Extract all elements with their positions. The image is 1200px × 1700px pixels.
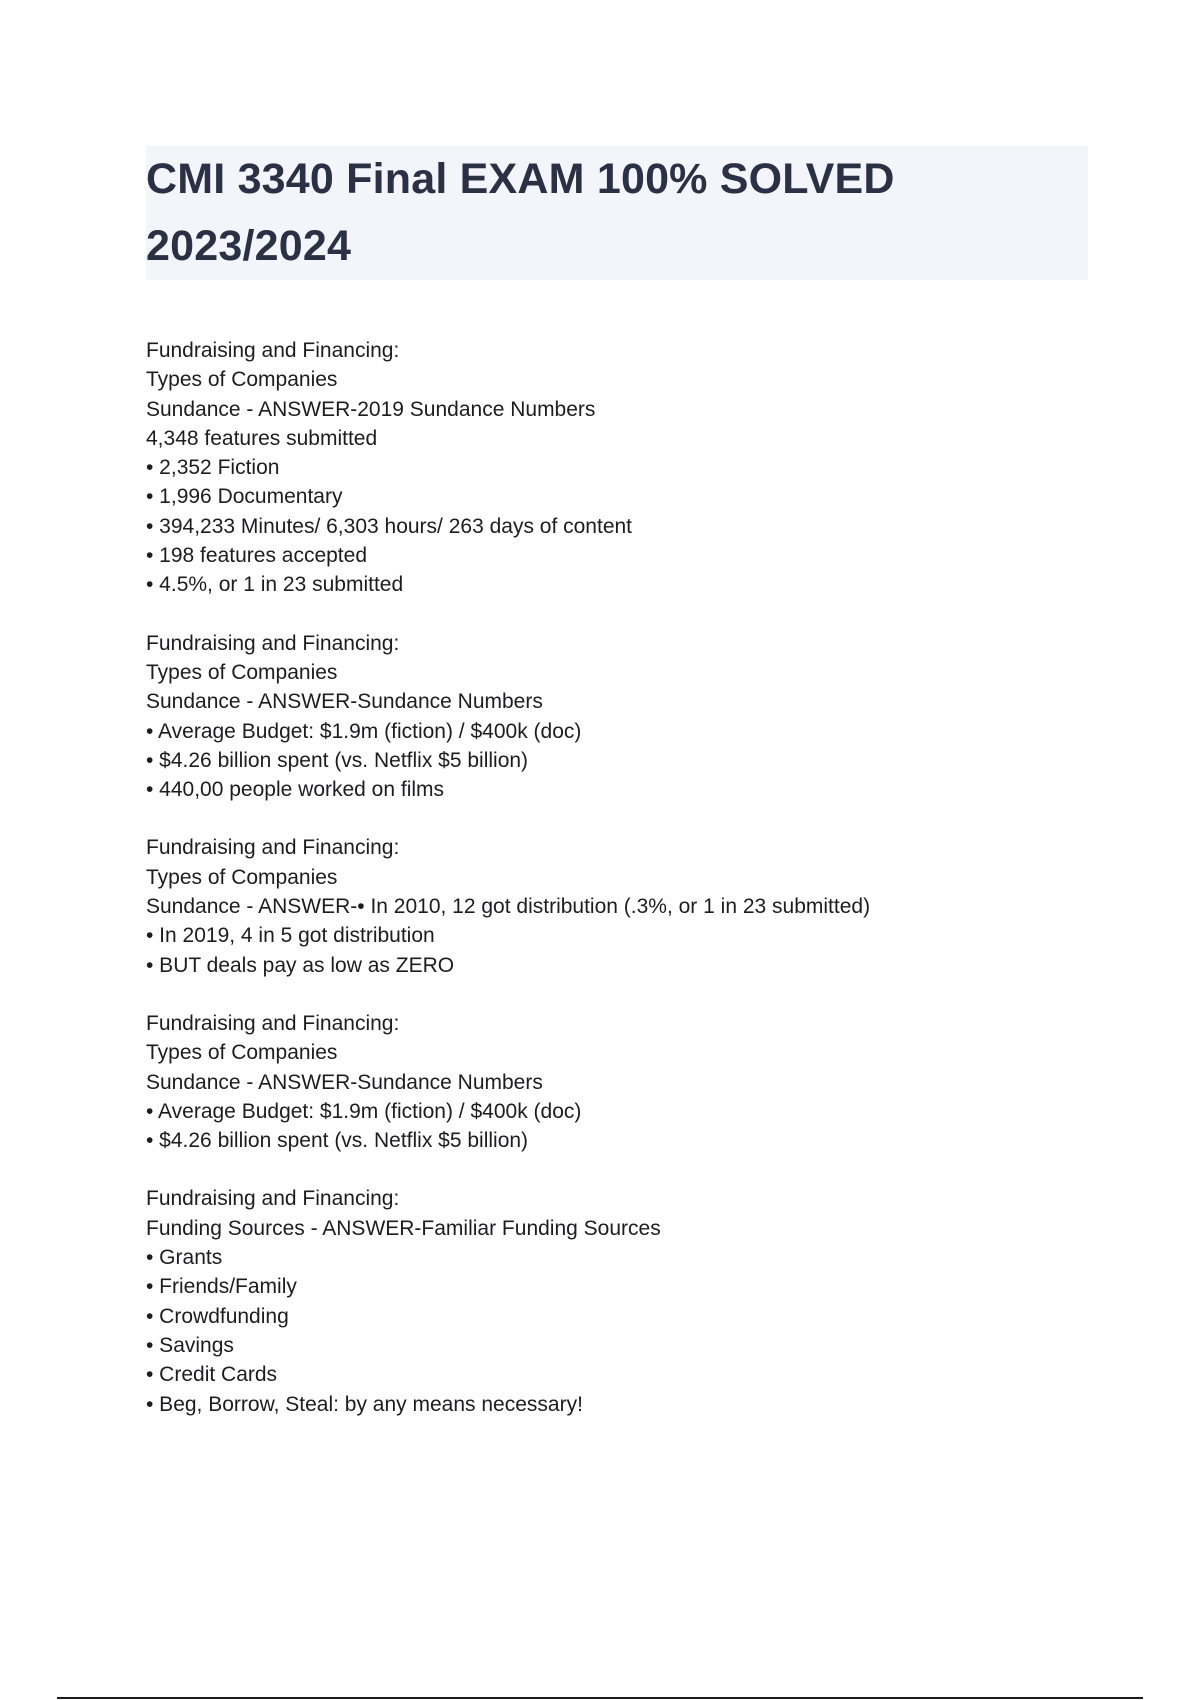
text-line: Sundance - ANSWER-Sundance Numbers (146, 690, 543, 714)
text-line: • Average Budget: $1.9m (fiction) / $400k (doc) (146, 1099, 582, 1123)
text-line: • Crowdfunding (146, 1304, 289, 1328)
text-line: Fundraising and Financing: (146, 1187, 400, 1211)
text-line: Sundance - ANSWER-2019 Sundance Numbers (146, 397, 596, 421)
document-title: CMI 3340 Final EXAM 100% SOLVED 2023/2024 (146, 155, 895, 270)
text-line: • Beg, Borrow, Steal: by any means necessary! (146, 1392, 583, 1416)
text-line: • Savings (146, 1333, 234, 1357)
text-line: Fundraising and Financing: (146, 631, 400, 655)
qa-block (146, 1184, 1086, 1418)
text-line: Fundraising and Financing: (146, 836, 400, 860)
text-line: • 198 features accepted (146, 544, 368, 568)
text-line: • 2,352 Fiction (146, 456, 280, 480)
text-line: Types of Companies (146, 865, 338, 889)
text-line: Sundance - ANSWER-• In 2010, 12 got distribution (.3%, or 1 in 23 submitted) (146, 895, 871, 919)
qa-block (146, 629, 1086, 805)
text-line: • BUT deals pay as low as ZERO (146, 953, 455, 977)
text-line: • 1,996 Documentary (146, 485, 343, 509)
title-box (146, 146, 1088, 280)
text-line: • 394,233 Minutes/ 6,303 hours/ 263 days of content (146, 514, 633, 538)
text-line: Sundance - ANSWER-Sundance Numbers (146, 1070, 543, 1094)
qa-block (146, 1009, 1086, 1155)
text-line: • Grants (146, 1246, 223, 1270)
text-line: • 4.5%, or 1 in 23 submitted (146, 573, 404, 597)
text-line: • $4.26 billion spent (vs. Netflix $5 billion) (146, 1129, 529, 1153)
text-line: Fundraising and Financing: (146, 1011, 400, 1035)
text-line: Types of Companies (146, 1041, 338, 1065)
text-line: 4,348 features submitted (146, 426, 378, 450)
text-line: Types of Companies (146, 368, 338, 392)
footer-divider (57, 1697, 1143, 1699)
text-line: Funding Sources - ANSWER-Familiar Funding Sources (146, 1216, 661, 1240)
qa-block (146, 336, 1086, 600)
text-line: Fundraising and Financing: (146, 339, 400, 362)
text-line: • $4.26 billion spent (vs. Netflix $5 billion) (146, 748, 529, 772)
text-line: • Credit Cards (146, 1363, 278, 1387)
text-line: • Friends/Family (146, 1275, 297, 1299)
document-body (146, 336, 1086, 1448)
text-line: • 440,00 people worked on films (146, 778, 445, 802)
text-line: • In 2019, 4 in 5 got distribution (146, 924, 435, 948)
text-line: • Average Budget: $1.9m (fiction) / $400k (doc) (146, 719, 582, 743)
text-line: Types of Companies (146, 660, 338, 684)
qa-block (146, 833, 1086, 979)
